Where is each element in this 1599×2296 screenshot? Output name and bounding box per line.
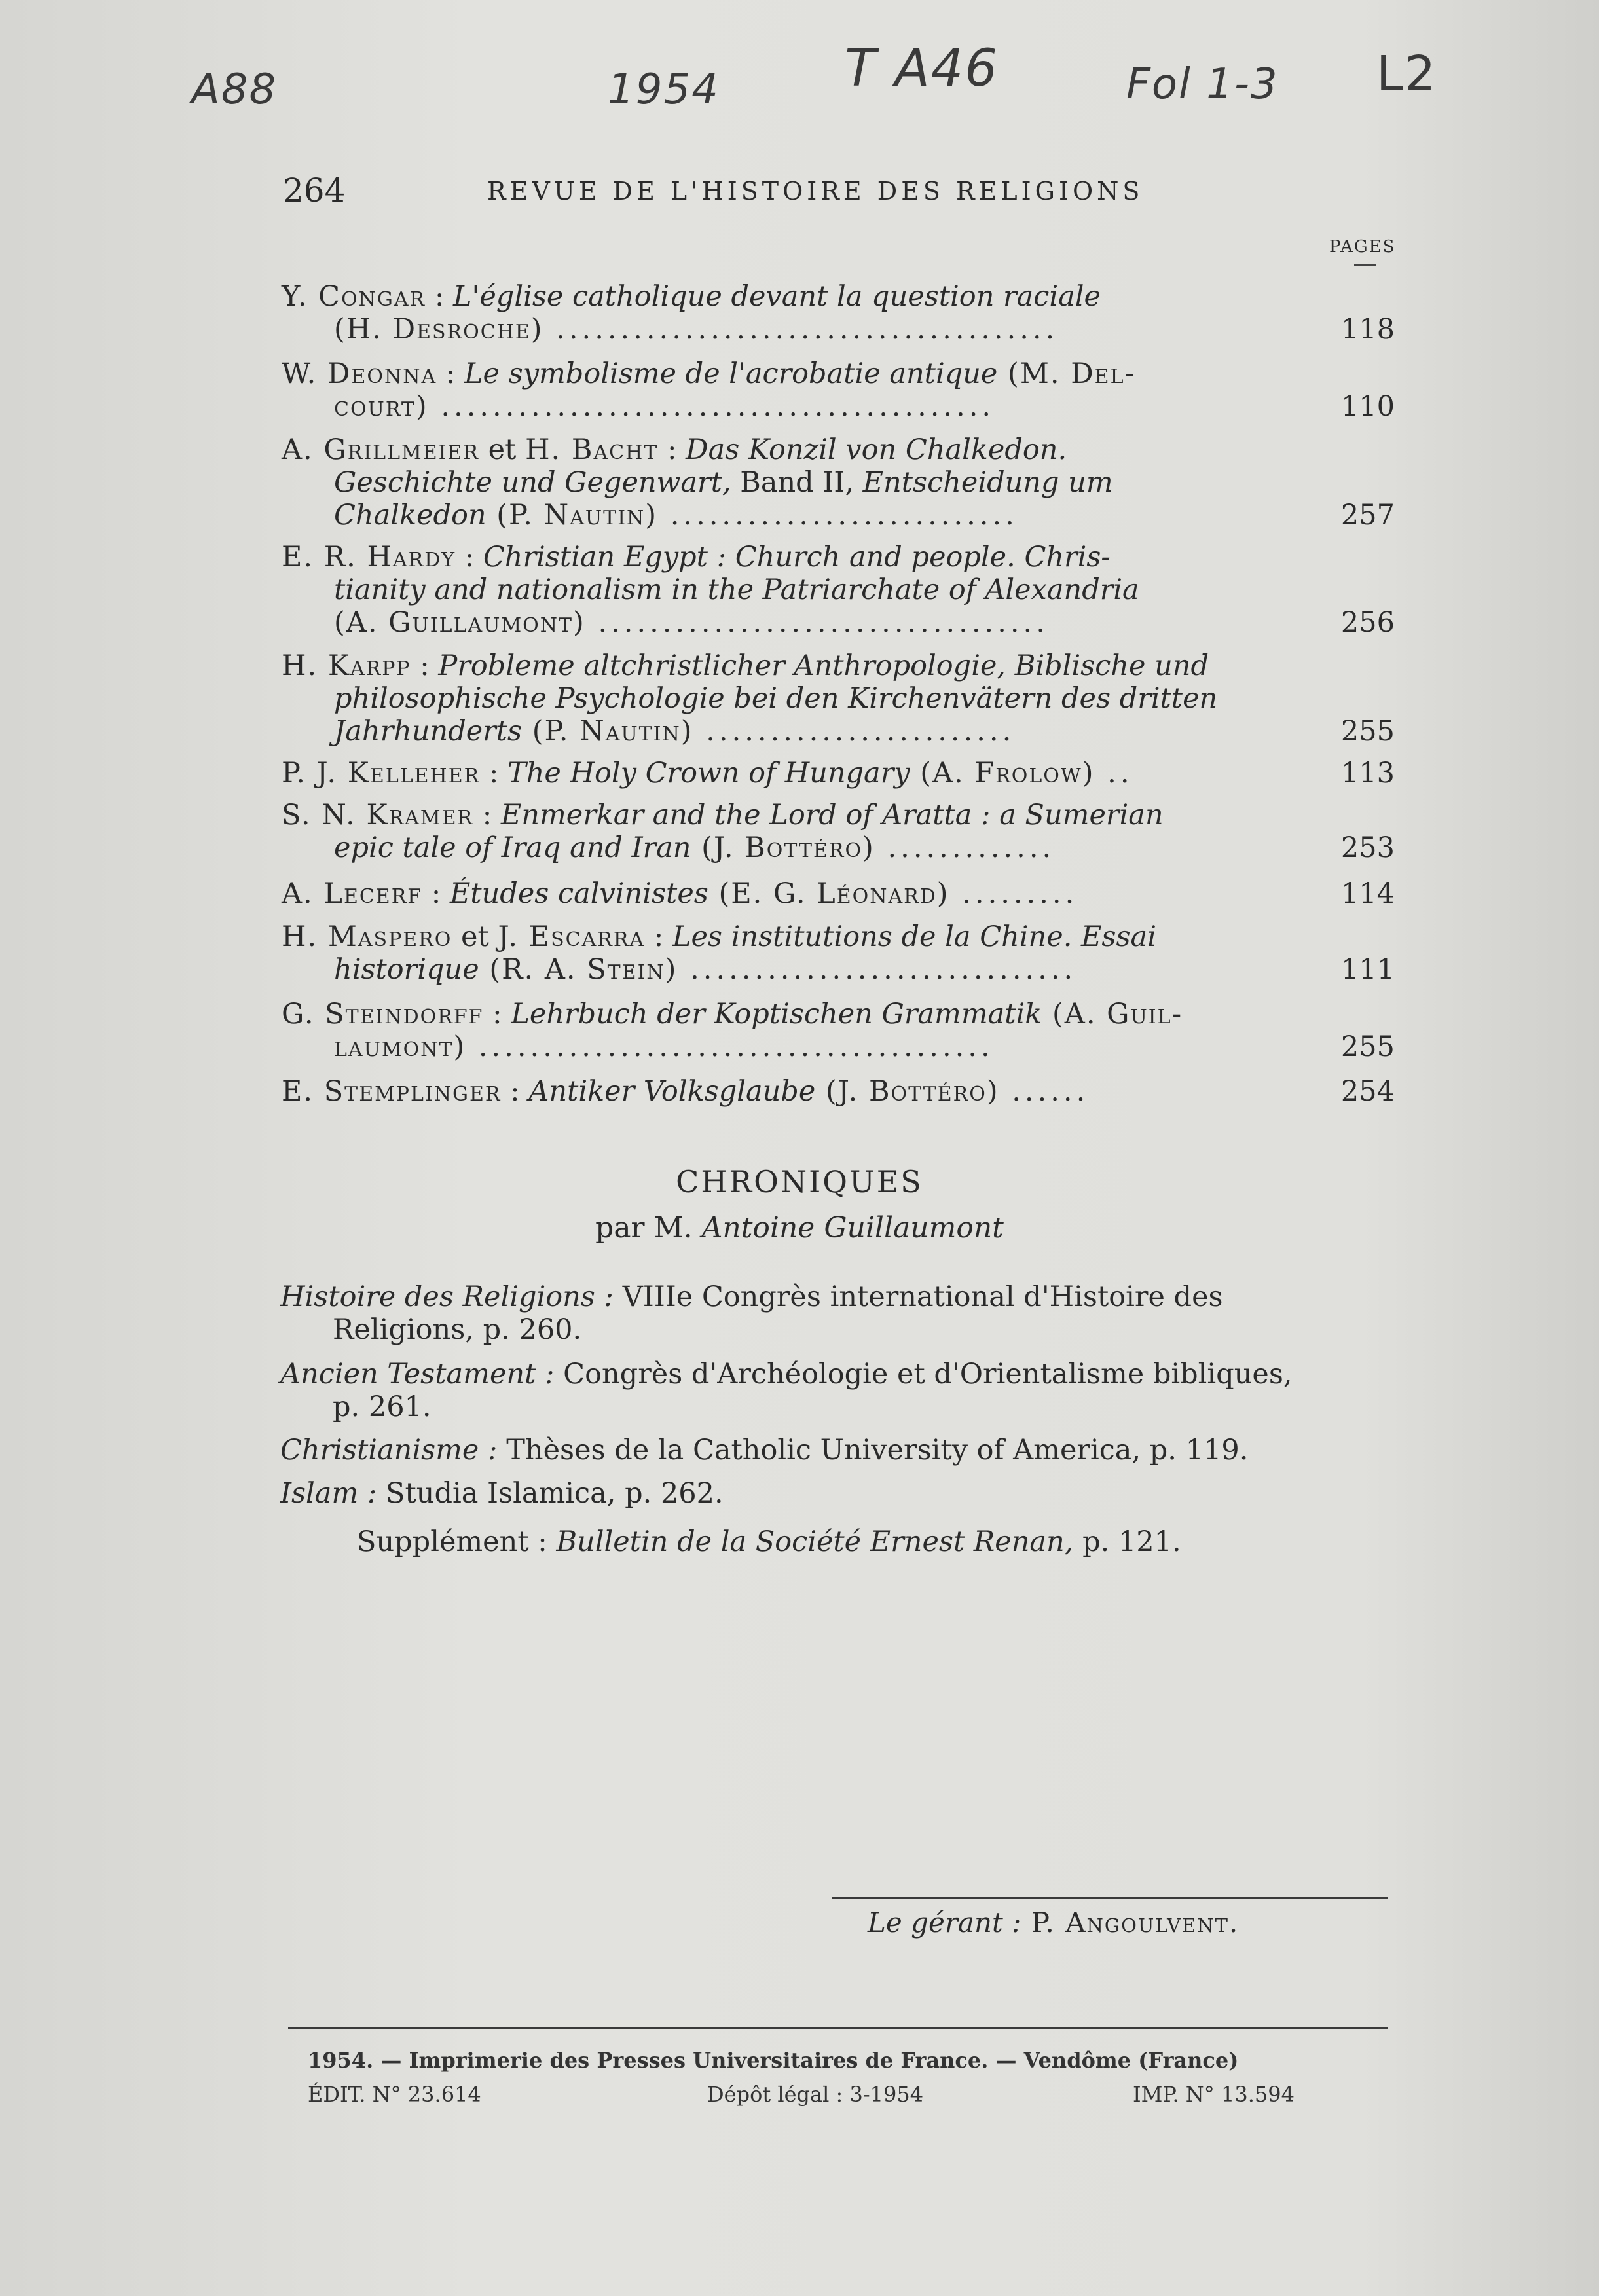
page-ref: 111 (1340, 953, 1395, 986)
handwritten-note: T A46 (845, 39, 999, 98)
review-entry: S. N. Kramer : Enmerkar and the Lord of Aratta : a Sumerian epic tale of Iraq and Iran (J. Bottéro) ............. 253 (282, 799, 1395, 864)
section-byline: par M. Antoine Guillaumont (595, 1211, 1004, 1245)
handwritten-note: L2 (1376, 46, 1437, 102)
review-entry: G. Steindorff : Lehrbuch der Koptischen Grammatik (A. Guil- laumont) ........................................ 255 (282, 998, 1395, 1063)
running-head (283, 172, 1396, 211)
legal-deposit: Dépôt légal : 3-1954 (707, 2082, 924, 2107)
review-entry: E. R. Hardy : Christian Egypt : Church and people. Chris- tianity and nationalism in the Patriarchate of Alexandria (A. Guillaumont) ................................... 256 (282, 541, 1395, 639)
chronique-item: Islam : Studia Islamica, p. 262. (280, 1477, 724, 1510)
print-number: IMP. N° 13.594 (1133, 2082, 1295, 2107)
page-ref: 255 (1340, 715, 1395, 748)
review-entry: W. Deonna : Le symbolisme de l'acrobatie antique (M. Del- court) ........................................... 110 (282, 357, 1395, 423)
printer-imprint: 1954. — Imprimerie des Presses Universitaires de France. — Vendôme (France) (308, 2048, 1239, 2073)
handwritten-note: A88 (191, 65, 278, 114)
chronique-item: Ancien Testament : Congrès d'Archéologie et d'Orientalisme bibliques, p. 261. (280, 1358, 1293, 1423)
page-ref: 118 (1340, 313, 1395, 346)
review-entry: A. Lecerf : Études calvinistes (E. G. Léonard) ......... 114 (282, 877, 1395, 910)
divider (1354, 264, 1376, 266)
page-ref: 113 (1340, 757, 1395, 790)
edition-number: ÉDIT. N° 23.614 (308, 2082, 481, 2107)
running-title: REVUE DE L'HISTOIRE DES RELIGIONS (487, 177, 1144, 206)
review-entry: P. J. Kelleher : The Holy Crown of Hungary (A. Frolow) .. 113 (282, 757, 1395, 790)
chronique-item: Christianisme : Thèses de la Catholic University of America, p. 119. (280, 1434, 1249, 1467)
pages-column-label: PAGES (1329, 237, 1396, 257)
supplement-line: Supplément : Bulletin de la Société Ernest Renan, p. 121. (357, 1525, 1181, 1558)
page-number: 264 (283, 172, 346, 210)
page-ref: 257 (1340, 499, 1395, 532)
divider (288, 2027, 1388, 2029)
page-ref: 114 (1340, 877, 1395, 910)
review-entry: H. Karpp : Probleme altchristlicher Anthropologie, Biblische und philosophische Psychologie bei den Kirchenvätern des dritten Jahrhunderts (P. Nautin) ........................ 255 (282, 649, 1395, 748)
section-title: CHRONIQUES (676, 1164, 923, 1199)
page-ref: 254 (1340, 1075, 1395, 1108)
gerant-line: Le gérant : P. Angoulvent. (868, 1906, 1240, 1939)
handwritten-note: Fol 1-3 (1126, 60, 1279, 109)
review-entry: Y. Congar : L'église catholique devant la question raciale (H. Desroche) ....................................... 118 (282, 280, 1395, 346)
page-ref: 255 (1340, 1030, 1395, 1063)
page-ref: 256 (1340, 606, 1395, 639)
divider (832, 1897, 1388, 1899)
page-ref: 110 (1340, 390, 1395, 423)
review-entry: A. Grillmeier et H. Bacht : Das Konzil von Chalkedon. Geschichte und Gegenwart, Band II, Entscheidung um Chalkedon (P. Nautin) ........................... 257 (282, 433, 1395, 532)
review-entry: H. Maspero et J. Escarra : Les institutions de la Chine. Essai historique (R. A. Stein) .............................. 111 (282, 920, 1395, 986)
review-entry: E. Stemplinger : Antiker Volksglaube (J. Bottéro) ...... 254 (282, 1075, 1395, 1108)
chronique-item: Histoire des Religions : VIIIe Congrès international d'Histoire des Religions, p. 260. (280, 1281, 1223, 1346)
handwritten-note: 1954 (608, 65, 720, 114)
page-ref: 253 (1340, 831, 1395, 864)
